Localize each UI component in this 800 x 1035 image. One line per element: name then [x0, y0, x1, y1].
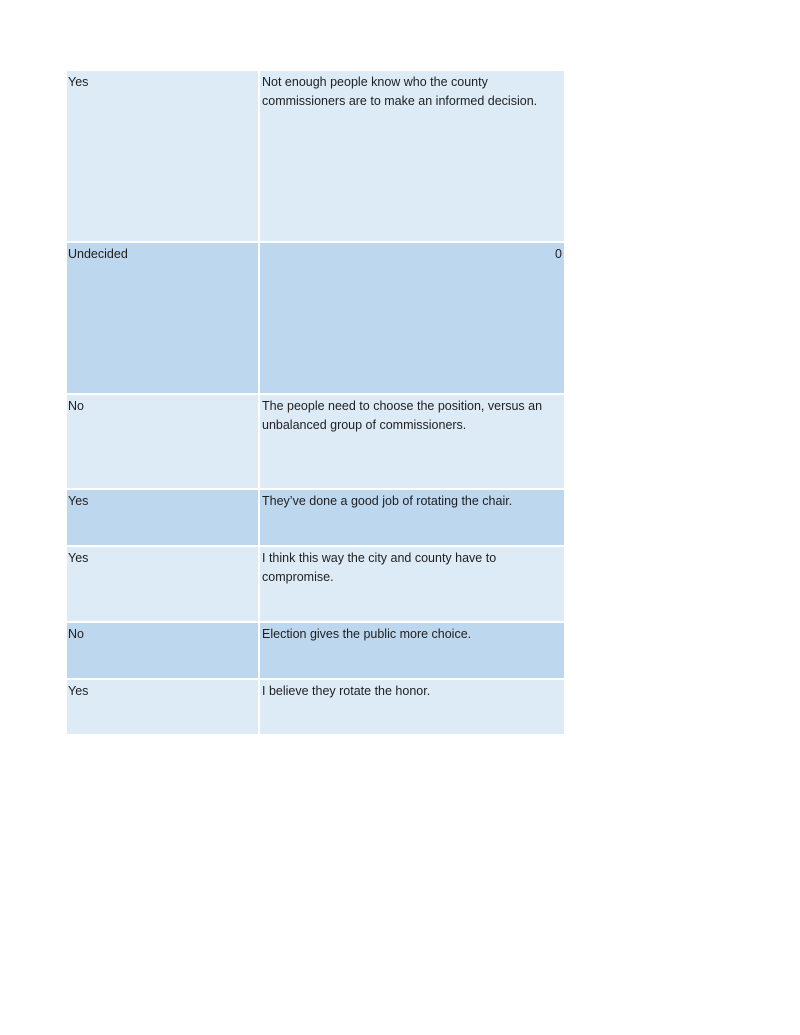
- table-row: [67, 242, 564, 394]
- comment-cell[interactable]: Not enough people know who the county commissioners are to make an informed decision.: [259, 71, 564, 242]
- answer-cell[interactable]: Yes: [67, 489, 259, 546]
- answer-cell[interactable]: Undecided: [67, 242, 259, 394]
- comment-cell[interactable]: They’ve done a good job of rotating the chair.: [259, 489, 564, 546]
- table-row: [67, 394, 564, 489]
- table-row: [67, 622, 564, 679]
- answer-cell[interactable]: Yes: [67, 546, 259, 622]
- answer-cell[interactable]: Yes: [67, 71, 259, 242]
- answer-cell[interactable]: No: [67, 622, 259, 679]
- table-row: [67, 71, 564, 242]
- survey-responses-table: [67, 71, 564, 734]
- table-row: [67, 546, 564, 622]
- comment-cell[interactable]: 0: [259, 242, 564, 394]
- comment-cell[interactable]: The people need to choose the position, versus an unbalanced group of commissioners.: [259, 394, 564, 489]
- table-row: [67, 489, 564, 546]
- answer-cell[interactable]: Yes: [67, 679, 259, 734]
- comment-cell[interactable]: I believe they rotate the honor.: [259, 679, 564, 734]
- comment-cell[interactable]: I think this way the city and county have to compromise.: [259, 546, 564, 622]
- answer-cell[interactable]: No: [67, 394, 259, 489]
- table-row: [67, 679, 564, 734]
- comment-cell[interactable]: Election gives the public more choice.: [259, 622, 564, 679]
